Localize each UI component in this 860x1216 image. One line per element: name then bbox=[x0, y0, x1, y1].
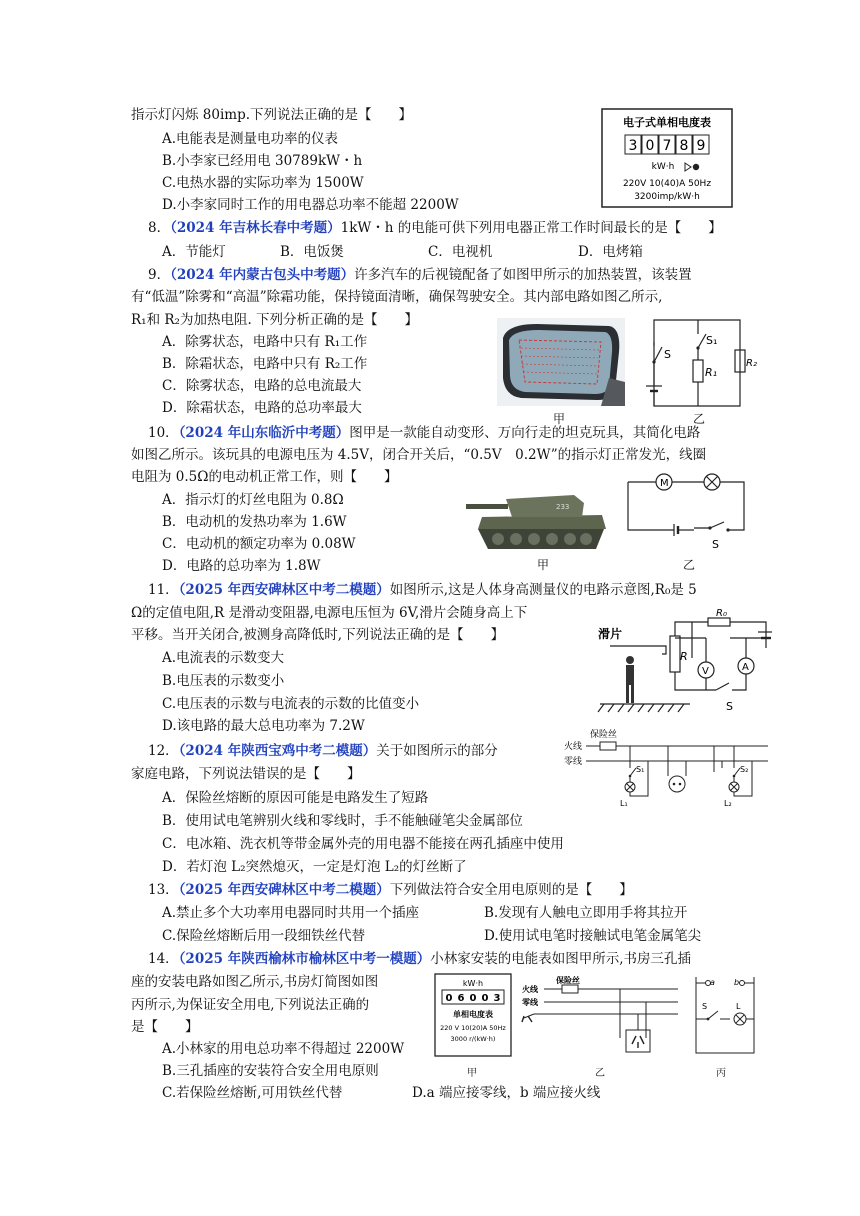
q12-live-label: 火线 bbox=[564, 742, 583, 752]
svg-text:S: S bbox=[664, 348, 671, 361]
svg-text:A: A bbox=[742, 662, 749, 673]
svg-text:233: 233 bbox=[556, 503, 570, 511]
q9-option-c: C．除雾状态，电路的总电流最大 bbox=[162, 378, 362, 394]
svg-text:a: a bbox=[710, 978, 715, 987]
q10-tank-photo bbox=[466, 471, 616, 553]
q10-caption-left: 甲 bbox=[537, 558, 550, 572]
svg-text:3: 3 bbox=[493, 993, 501, 1004]
q14-caption-a: 甲 bbox=[467, 1068, 477, 1079]
q14-socket-circuit bbox=[520, 972, 680, 1060]
q10-option-c: C．电动机的额定功率为 0.08W bbox=[162, 536, 356, 552]
q14-caption-b: 乙 bbox=[595, 1068, 605, 1079]
q9-mirror-photo bbox=[497, 318, 625, 406]
q9-line2: 有“低温”除雾和“高温”除霜功能，保持镜面清晰，确保驾驶安全。其内部电路如图乙所示, bbox=[131, 289, 663, 305]
q14-line1: 14．（2025 年陕西榆林市榆林区中考一模题）小林家安装的电能表如图甲所示,书房三孔插 bbox=[148, 951, 692, 967]
q13-stem: 下列做法符合安全用电原则的是【 】 bbox=[389, 882, 633, 898]
q7-meter-spec2: 3200imp/kW·h bbox=[634, 192, 700, 202]
svg-text:S₁: S₁ bbox=[706, 334, 718, 347]
q7-meter-digit: 8 bbox=[679, 138, 689, 154]
svg-text:S₁: S₁ bbox=[636, 765, 645, 774]
svg-text:S: S bbox=[726, 700, 733, 713]
q8-stem-line bbox=[148, 218, 722, 238]
q12-household-circuit bbox=[564, 726, 770, 810]
q14-line2: 座的安装电路如图乙所示,书房灯简图如图 bbox=[131, 974, 379, 990]
q14-meter-figure bbox=[434, 973, 512, 1057]
q7-meter-digit: 3 bbox=[628, 138, 638, 154]
q13-stem-line bbox=[148, 880, 633, 900]
svg-text:M: M bbox=[660, 478, 669, 489]
q14-live-label: 火线 bbox=[522, 985, 538, 994]
q13-option-d: D.使用试电笔时接触试电笔金属笔尖 bbox=[484, 928, 702, 944]
q9-number: 9． bbox=[148, 267, 171, 283]
q14-lamp-circuit bbox=[690, 975, 760, 1059]
q14-option-a: A.小林家的用电总功率不得超过 2200W bbox=[162, 1041, 405, 1057]
svg-text:R: R bbox=[680, 650, 688, 663]
q14-option-b: B.三孔插座的安装符合安全用电原则 bbox=[162, 1063, 379, 1079]
q10-option-a: A．指示灯的灯丝电阻为 0.8Ω bbox=[162, 492, 344, 508]
q9-caption-left: 甲 bbox=[553, 412, 566, 426]
q11-option-c: C.电压表的示数与电流表的示数的比值变小 bbox=[162, 696, 420, 712]
q12-option-a: A．保险丝熔断的原因可能是电路发生了短路 bbox=[162, 790, 429, 806]
q8-option-d: D．电烤箱 bbox=[578, 244, 643, 260]
svg-text:L₂: L₂ bbox=[724, 799, 732, 808]
svg-text:b: b bbox=[734, 978, 740, 987]
q11-line3: 平移。当开关闭合,被测身高降低时,下列说法正确的是【 】 bbox=[131, 627, 505, 643]
q12-neutral-label: 零线 bbox=[564, 757, 583, 767]
svg-text:R₂: R₂ bbox=[746, 358, 757, 369]
q7-meter-digit: 9 bbox=[696, 138, 706, 154]
q11-slider-label: 滑片 bbox=[598, 627, 623, 641]
svg-text:L: L bbox=[736, 1002, 741, 1011]
q8-stem: 1kW・h 的电能可供下列用电器正常工作时间最长的是【 】 bbox=[340, 220, 722, 236]
q10-number: 10． bbox=[148, 425, 179, 441]
q10-option-b: B．电动机的发热功率为 1.6W bbox=[162, 514, 347, 530]
svg-text:S: S bbox=[702, 1002, 708, 1011]
q12-option-c: C．电冰箱、洗衣机等带金属外壳的用电器不能接在两孔插座中使用 bbox=[162, 836, 564, 852]
q7-meter-digit: 7 bbox=[662, 138, 672, 154]
q7-meter-unit: kW·h bbox=[651, 162, 675, 172]
q14-meter-spec1: 220 V 10(20)A 50Hz bbox=[440, 1024, 506, 1032]
q10-line1: 10．（2024 年山东临沂中考题）图甲是一款能自动变形、万向行走的坦克玩具，其简化电路 bbox=[148, 425, 701, 441]
q8-number: 8． bbox=[148, 220, 171, 236]
q11-line2: Ω的定值电阻,R 是滑动变阻器,电源电压恒为 6V,滑片会随身高上下 bbox=[131, 605, 528, 621]
q14-option-c: C.若保险丝熔断,可用铁丝代替 bbox=[162, 1085, 343, 1101]
q12-number: 12． bbox=[148, 743, 179, 759]
q12-line2: 家庭电路，下列说法错误的是【 】 bbox=[131, 766, 361, 782]
q10-source: （2024 年山东临沂中考题） bbox=[178, 425, 350, 441]
q11-source: （2025 年西安碑林区中考二模题） bbox=[178, 582, 390, 598]
q7-option-c: C.电热水器的实际功率为 1500W bbox=[162, 175, 364, 191]
svg-text:L₁: L₁ bbox=[620, 799, 628, 808]
q14-number: 14． bbox=[148, 951, 179, 967]
q14-line4: 是【 】 bbox=[131, 1019, 199, 1035]
q14-meter-name: 单相电度表 bbox=[453, 1010, 493, 1019]
q11-option-a: A.电流表的示数变大 bbox=[162, 650, 285, 666]
q7-stem: 指示灯闪烁 80imp.下列说法正确的是【 】 bbox=[131, 107, 413, 123]
q10-option-d: D．电路的总功率为 1.8W bbox=[162, 558, 321, 574]
q7-meter-digit: 0 bbox=[645, 138, 655, 154]
svg-text:R₁: R₁ bbox=[705, 366, 718, 379]
q9-option-a: A．除雾状态，电路中只有 R₁工作 bbox=[162, 334, 368, 350]
q13-source: （2025 年西安碑林区中考二模题） bbox=[178, 882, 390, 898]
q14-meter-unit: kW·h bbox=[462, 979, 484, 988]
q10-line2: 如图乙所示。该玩具的电源电压为 4.5V，闭合开关后，“0.5V 0.2W”的指示灯正常发光，线圈 bbox=[131, 447, 707, 463]
q13-number: 13． bbox=[148, 882, 179, 898]
q7-option-d: D.小李家同时工作的用电器总功率不能超 2200W bbox=[162, 197, 459, 213]
svg-text:R₀: R₀ bbox=[716, 608, 727, 619]
q9-line3: R₁和 R₂为加热电阻. 下列分析正确的是【 】 bbox=[131, 312, 419, 328]
q9-option-b: B．除霜状态，电路中只有 R₂工作 bbox=[162, 356, 368, 372]
q8-option-b: B．电饭煲 bbox=[280, 244, 344, 260]
q12-option-b: B．使用试电笔辨别火线和零线时，手不能触碰笔尖金属部位 bbox=[162, 813, 523, 829]
q11-option-d: D.该电路的最大总电功率为 7.2W bbox=[162, 718, 365, 734]
q12-source: （2024 年陕西宝鸡中考二模题） bbox=[178, 743, 377, 759]
svg-text:0: 0 bbox=[481, 993, 489, 1004]
q13-option-a: A.禁止多个大功率用电器同时共用一个插座 bbox=[162, 905, 420, 921]
q13-option-b: B.发现有人触电立即用手将其拉开 bbox=[484, 905, 688, 921]
q12-line1: 12．（2024 年陕西宝鸡中考二模题）关于如图所示的部分 bbox=[148, 743, 498, 759]
q11-line1: 11．（2025 年西安碑林区中考二模题）如图所示,这是人体身高测量仪的电路示意图,R₀是 5 bbox=[148, 582, 697, 598]
svg-text:0: 0 bbox=[469, 993, 477, 1004]
q14-fuse-label: 保险丝 bbox=[556, 976, 580, 985]
q7-option-a: A.电能表是测量电功率的仪表 bbox=[162, 131, 339, 147]
q14-option-d: D.a 端应接零线，b 端应接火线 bbox=[412, 1085, 601, 1101]
q11-number: 11． bbox=[148, 582, 179, 598]
q7-meter-digits bbox=[625, 135, 709, 154]
q7-meter-title: 电子式单相电度表 bbox=[623, 116, 711, 129]
q7-meter-figure bbox=[601, 108, 733, 208]
q13-option-c: C.保险丝熔断后用一段细铁丝代替 bbox=[162, 928, 366, 944]
q9-caption-right: 乙 bbox=[693, 412, 706, 426]
q9-line1: 9．（2024 年内蒙古包头中考题）许多汽车的后视镜配备了如图甲所示的加热装置，该装置 bbox=[148, 267, 692, 283]
svg-text:V: V bbox=[702, 666, 709, 677]
q9-circuit-diagram bbox=[640, 316, 760, 410]
q14-caption-c: 丙 bbox=[716, 1068, 726, 1079]
q12-option-d: D．若灯泡 L₂突然熄灭，一定是灯泡 L₂的灯丝断了 bbox=[162, 859, 467, 875]
svg-text:6: 6 bbox=[457, 993, 465, 1004]
q8-source: （2024 年吉林长春中考题） bbox=[170, 220, 341, 236]
svg-text:S: S bbox=[712, 538, 719, 551]
q10-circuit-diagram bbox=[624, 470, 750, 556]
q11-option-b: B.电压表的示数变小 bbox=[162, 673, 285, 689]
q14-meter-spec2: 3000 r/(kW·h) bbox=[450, 1035, 496, 1043]
q12-fuse-label: 保险丝 bbox=[590, 730, 618, 740]
q14-line3: 丙所示,为保证安全用电,下列说法正确的 bbox=[131, 997, 370, 1013]
svg-text:0: 0 bbox=[445, 993, 453, 1004]
q7-meter-spec1: 220V 10(40)A 50Hz bbox=[622, 179, 712, 189]
q10-line3: 电阻为 0.5Ω的电动机正常工作，则【 】 bbox=[131, 469, 398, 485]
q11-height-meter-circuit bbox=[596, 608, 772, 718]
svg-text:S₂: S₂ bbox=[740, 765, 749, 774]
q8-option-a: A．节能灯 bbox=[162, 244, 226, 260]
q8-option-c: C．电视机 bbox=[428, 244, 493, 260]
q9-source: （2024 年内蒙古包头中考题） bbox=[170, 267, 355, 283]
q14-neutral-label: 零线 bbox=[522, 998, 538, 1007]
q7-option-b: B.小李家已经用电 30789kW・h bbox=[162, 153, 363, 169]
indicator-lamp-icon bbox=[693, 164, 699, 170]
q14-source: （2025 年陕西榆林市榆林区中考一模题） bbox=[178, 951, 431, 967]
q9-option-d: D．除霜状态，电路的总功率最大 bbox=[162, 400, 362, 416]
q10-caption-right: 乙 bbox=[683, 558, 696, 572]
